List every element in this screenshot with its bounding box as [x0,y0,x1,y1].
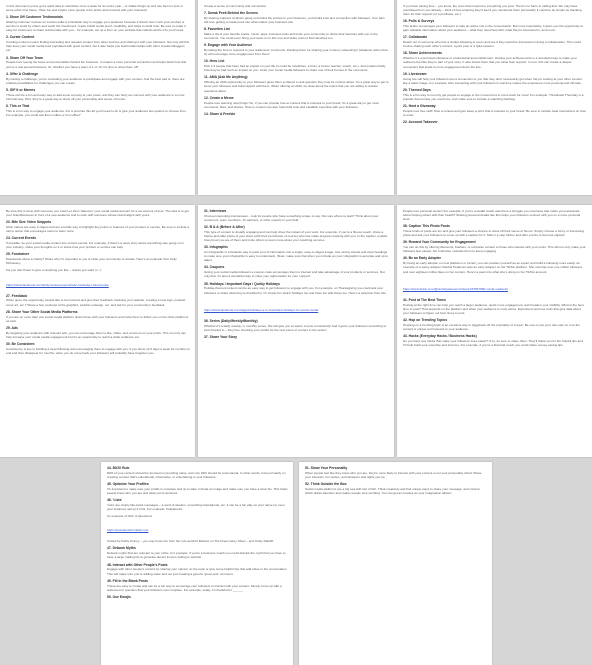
content-block [403,88,587,101]
document-page-5 [198,205,394,457]
section-heading: 19. Livestream [403,71,427,76]
content-block [204,59,389,72]
section-heading: 37. Share Your Story [204,334,238,339]
body-paragraph: By being an early adopter on new platforms or trends, you can position yourself as an expert and build a following more easily. An example of a savvy adopter: Rachel Pedersen was an early adopter on the TikTok platform. She now has over one million followers and over eighteen million likes on her content. Here's a peek into what she's doing on her TikTok account. [403,261,583,274]
section-heading: 3. Share Off Your Team [6,55,43,60]
section-heading: 29. Ads [6,325,18,330]
content-block [204,245,389,262]
section-heading: 30. Be Consistent [6,341,35,346]
section-heading: 43. Hacks (Everyday Hacks / Business Hacks) [403,333,477,338]
content-block [403,209,587,221]
section-heading: 9. Engage with Your Audience [204,43,253,48]
document-page-8 [299,462,492,665]
body-paragraph: People love learning new things! So, if you can provide how-to content that is relevant to your brand, it's a great way to get more comments, likes, and shares. How-to content can also help build trust and establish expertise with your followers. [204,100,380,109]
section-heading: 44. 80/20 Rule [107,466,130,470]
section-heading: 25. Fundraiser [6,252,30,257]
body-paragraph: Short videos are easy to digest and are a terrific way to highlight key points or features of your product or service. Be sure to include a call to action that encourages users to learn more. [6,225,190,234]
content-block [204,335,389,339]
body-paragraph: Sharing customer reviews on social media is a fantastic way to engage your audience because it shows how much your product or service is loved by others and worth the investment. It also builds social proof, credibility, and helps to build trust. Be sure to make it easy for customers to share testimonials with you – for example, set up a form on your website that collects all the info you'll need. [6,20,186,33]
body-paragraph: Do you have any hacks that make your followers' lives easier? If so, be sure to share them. They'll thank you for the helpful tips and it'll help build your expertise and trust too. For example, if you're a financial coach you could share money-saving tips. [403,338,583,347]
body-paragraph: You can do this by offering discounts, freebies, or exclusive content to those who interact with your posts. This will not only make your followers feel valued, but it will also motivate them to keep engaging. [403,245,586,254]
body-paragraph: Consistency is key to building a loyal following and encouraging them to engage with you. If you show up 5 days a week for months on end and then disappear for months, when you do come back your followers will probably have forgotten you. [6,346,190,355]
body-paragraph: An infographic is a fantastic way to pack a lot of information into a single, easy-to-digest image. Use strong visuals and clear headings to make sure your infographic is easy to understand. (Note: make sure that when you include an your infographic is accurate and up to date!) [204,250,389,263]
body-paragraph: This is a fun way to engage your audience. For a post like this all you'll need to do is give your audience two options to choose from. For example, you could ask them coffee or hot coffee? [6,108,187,117]
body-paragraph: Passionate about a charity? Share why it's important to you & invite your community to donate. Here's an example from Kelly McCausey [6,257,177,266]
body-paragraph: Pick 1-3 people that have had an impact on your life (it could be celebrities, a boss, a former teacher, coach, etc.). And explain briefly how they've had such an impact on you. Invite your social media followers to share one of their heroes in the comments. [204,64,386,73]
content-block [6,236,190,249]
section-heading: 31. Interviews [204,209,227,213]
section-heading: 5. GIF It or Memes [6,87,36,92]
content-block [204,43,389,56]
body-paragraph: Offering an AMA opportunity to your followers gives them a chance to ask question they may be curious about. It's a great way to get to know your followers and build rapport with them. When offering an AMA, be clear about the topics that you are willing to answer questions about. [204,80,389,93]
content-block [6,104,190,117]
content-block [6,72,190,85]
body-paragraph: Choose interesting interviewees – look for people who have something unique to say. Not sure where to start? Think about your customers, team members, JV partners, or other experts in your field. [204,213,379,222]
section-heading: 32. B & A (Before & After) [204,225,245,230]
body-paragraph: Create a sense of community and connection. [204,4,267,8]
section-heading: 12. Create a Meme [204,95,234,100]
body-paragraph: By sharing snippets of what's going on behind the scenes in your business, you'll build trust and connection with followers. Your fans will love getting a sneak peek into what makes your business tick. [204,16,385,25]
reference-link[interactable]: https://www.tiktok.com/@rachelpedersen/video/1234567890-social-media-tip [403,286,508,291]
body-paragraph: but you don't have to give to anything you like – unless you want to :-) [6,268,102,273]
content-block [6,88,190,101]
content-block [6,15,190,32]
body-paragraph: This is a fun way to not only get people to engage in the moment but to come back for more! For example, Throwback Thursday is a popular themed day you could use. And make sure to include a matching hashtag. [403,92,584,101]
content-block [6,342,190,355]
document-page-4 [0,205,195,457]
body-paragraph: By issuing a challenge, you're motivating your audience to participate and engage with your content. And the best part is, there are endless possibilities for challenges you can create. [6,76,185,85]
content-block [204,75,389,92]
body-paragraph: By taking the time to respond to your audiences' comments, thanking them for sharing your content, retweeting it (whatever action that is) will encourage more engagement from them! [204,48,388,57]
document-page-1 [0,0,195,195]
section-heading: 45. Optimize Your Profiles [107,482,149,487]
body-paragraph: People love personal stories! For example, if you're a health coach was there a struggle you overcame that made you passionate about helping others with their health? Sharing personal details like this helps your followers connect with you on a more personal level. [403,209,581,222]
section-heading: 4. Offer A Challenge [6,71,39,76]
section-heading: 41. Post at The Best Times [403,297,446,302]
section-heading: 33. Infographic [204,245,229,250]
body-paragraph: Whether it's a personal milestone or professional accomplishment, sharing your achievements is a wonderful way to make your audience feel like they're part of your story. It also shows them that you value their support. In turn, this can create a deeper connection that leads to more engagement down the line. [403,56,577,69]
content-block [107,482,288,495]
section-heading: 10. Hero List [204,59,225,64]
body-paragraph: If you are on more than one social media platform share those with your followers and invite them to follow you on the other platforms as well. [6,314,189,323]
section-heading: 50. Use Emojis [107,594,131,599]
body-paragraph: These are easy to create and can be a fun way to encourage your followers to interact with your content. Simply come up with a statement or question that your followers can complete. For example, today, I'm thankful for ______. [107,583,282,592]
body-paragraph: These can be a fun and easy way to add some comedy to your posts, and they can help you connect with your audience in a more informal way. Plus, they're a great way to show off your personality and sense of humor. [6,92,185,101]
body-paragraph: Debunk myths that are relevant to your niche. For example, if you're a business coach you could debunk the myth that you have to have a large mailing list to generate decent income selling to said list. [107,551,286,560]
content-block [403,240,587,253]
body-paragraph: Going live will help your followers feel a connection to you that they don't necessarily get when they're looking at your other content like a static image. For example, Also interacting with your followers in real time makes the experience more personal and intimate. [403,76,583,85]
section-heading: 36. Series (Daily/Weekly/Monthly) [204,318,258,323]
content-block [403,72,587,85]
section-heading: 34. Coupons [204,265,225,270]
content-block [204,11,389,24]
content-block [204,319,389,332]
section-heading: 2. Curate Content [6,35,35,40]
content-block [6,35,190,52]
content-block [107,466,288,479]
content-block [204,209,389,222]
body-paragraph: 'Lists' are simply like-sized messages – a word of wisdom, something inspirational, etc. It can be a fun play on your name (or even your business name) if it fits. For example: Kelipalooza. [107,503,285,512]
body-paragraph: If you have saving time – you know, the ones that respond to everything you post. There's no harm in calling that. We may have purchased from you already – think of how amazing they'd feel if you mentioned them personally! It could be as simple as thanking them for their support (or a purchase, etc.). [403,4,582,17]
content-block [6,56,190,69]
content-block [6,220,190,233]
content-block [204,265,389,278]
content-block [204,27,389,40]
body-paragraph: Reach out to someone who has a similar following to yours and see if they would be interested in doing a collaboration. This could involve sharing each other's content, a joint post or a Q&A session. [403,40,581,49]
section-heading: 21. Host a Giveaway [403,103,436,108]
reference-link[interactable]: https://questionsfromkelly.com [107,528,149,533]
section-heading: 7. Sneak Peek Behind the Scenes [204,11,258,16]
body-paragraph: By targeting your audience with relevant ads, you can encourage them to like, share, and comment on your posts. This not only can help increase your social media engagement but it's an opportunity to reach a wider audience too. [6,330,186,339]
content-block [107,514,288,536]
body-paragraph: Social media platforms are a big sea with lots of fish. Think creatively and find unique ways to share your message, and content, which draws attention and makes people stop scrolling. You can get as creative as your imagination allows! [305,487,481,496]
section-heading: 42. Hop on Trending Topics [403,317,448,322]
section-heading: 46. 'Lists' [107,498,123,503]
body-paragraph: If possible, tie your social media content into current events. For example, if there's a news story about something else going on in your industry, share your thoughts on it or share how your product or service can help. [6,241,184,250]
content-block [204,4,389,8]
section-heading: 22. Account Takeover [403,119,438,124]
section-heading: 18. Share Achievements [403,51,442,56]
section-heading: 14. Share A Freebie [204,111,236,116]
section-heading: 1. Show Off Customer Testimonials [6,15,63,20]
document-page-3 [397,0,592,195]
body-paragraph: When people feel like they know who you are, they're more likely to interact with your content so let your personality shine! Share your interests, fun stories, and whatever else lights you up. [305,470,482,479]
content-block [107,563,288,576]
content-block [403,51,587,68]
body-paragraph: People love free stuff! Host a contest and give away a prize that is relevant to your brand. Be sure to include clear instructions on how to enter. [403,108,586,117]
content-block [107,498,288,511]
content-block [107,539,288,543]
section-heading: 47. Debunk Myths [107,546,136,551]
content-block [6,252,190,265]
content-block [107,546,288,559]
body-paragraph: An example of 'lists' is Questions [107,514,153,519]
content-block [6,294,190,307]
document-page-2 [198,0,394,195]
body-paragraph: Make a list of your favorite books, music, apps, business tools and invite your community to share their favorites with you in the comments. You could even bring your team in on this one and share a list of their favorites too. [204,32,378,41]
body-paragraph: People love seeing the faces and personalities behind the business. It creates a more personal connection and helps build trust that you're a real person/business. Or, whether you have a team of 1 or 10, it's time to show them off! [6,60,187,69]
section-heading: 40. Be an Early Adopter [403,256,441,261]
content-block [403,318,587,331]
content-block [6,326,190,339]
body-paragraph: Whether it's a daily, weekly, or monthly series, this will give you a reason to post consistently! And it gives your followers something to look forward to – they'll be checking your profile for the next piece of content in the series! [204,323,387,332]
body-paragraph: This type of content is visually engaging and can help show the impact of your work. For example, if you're a fitness coach, share a before-and-after photo of your client (with their permission of course) who has made progress working with you. In the caption, explain how proud you are of them and invite others to learn more about your coaching services. [204,230,388,243]
content-block [305,466,487,479]
section-heading: 17. Collaborate [403,35,428,40]
body-paragraph: Hopping on a trending topic is an excellent way to piggyback off the popularity of a topic. Be sure to put your own spin on it so the content is unique and relevant to your audience. [403,322,580,331]
content-block [6,4,190,12]
content-block [107,595,288,599]
section-heading: 38. Caption This Photo Posts [403,224,450,229]
section-heading: 48. Interact with Other People's Posts [107,562,168,567]
content-block [403,19,587,32]
section-heading: 52. Think Outside the Box [305,482,347,487]
body-paragraph: Holiday-themed content can be an easy way to get followers to engage with you. For example, on Thanksgiving you could ask your followers to share what they're thankful for. Or create fun 'weird' holidays too and have fun with these too. Here's a selection from this [204,286,386,295]
body-paragraph: Engage with other people's content by sharing your opinion on the topic or give some helpful tips that add value to the conversation. This will make sure you're adding value and not just creating a generic 'great post' comment. [107,567,288,576]
section-heading: 35. Holidays / Important Days / Quirky Holidays [204,281,280,286]
body-paragraph: When given the opportunity, people like to be involved and give their feedback. Redoing your website, creating a new logo, podcast cover art, etc.? Share a few mockups of the graphics, website redesign, etc. and ask for your community's feedback. [6,298,186,307]
section-heading: 23. Bite Size Video Snippets [6,220,52,225]
body-paragraph: It's important to make sure your profile is complete and up to date. Include an image and make sure you have a clear bio. This helps people know who you are and what you're all about. [107,487,288,496]
content-block [403,104,587,117]
reference-link[interactable]: https://www.facebook.com/kellymccausey/posts/abc-fundraiser-friend-invite [6,282,109,287]
content-block [403,256,587,273]
content-block [204,225,389,242]
content-block [403,224,587,237]
section-heading: 27. Feedback [6,293,28,298]
content-block [403,277,587,295]
section-heading: 39. Reward Your Community for Engagement [403,240,476,245]
section-heading: 49. Fill in the Blank Posts [107,578,148,583]
section-heading: 11. AMA (Ask Me Anything) [204,75,248,80]
content-block [204,112,389,116]
body-paragraph: Giving your social media followers a coupon code encourages them to interact and take advantage of your products or services. Not only that, it's also a wonderful way to show your appreciation for your support! [204,270,385,279]
content-block [204,298,389,316]
body-paragraph: Curating content means finding interesting and relevant content from other sources and sharing it with your followers. Not only will this help keep your social media feed populated with great content, but it also helps you build relationships with other creators/bloggers etc. [6,40,190,53]
section-heading: 6. This or That [6,103,30,108]
section-heading: 24. Current Events [6,236,36,241]
content-block [6,209,190,217]
content-block [403,4,587,16]
body-paragraph: hosted by Kathy Kinney – you may know her from her role as Mimi Bobeck on The Drew Carey Show – and Cindy Ratcliff. [107,539,274,544]
body-paragraph: Be sure this is done with someone you trust! Let them 'takeover' your social media account for a set amount of time. The idea is to get your brand/business in front of a new audience and to work with someone whose brand aligns with yours. [6,209,189,218]
content-block [403,120,587,124]
section-heading: 28. Share Your Other Social Media Platforms [6,309,78,314]
body-paragraph: 80% of your content should be focused on providing value, and only 20% should be promotional. In other words, focus primarily on creating content that's educational, informative, or entertaining to your followers. [107,470,286,479]
reference-link[interactable]: https://www.facebook.com/pages/holidays-a-to-z/weirdest-holidays-for-social-media [204,307,319,312]
content-block [403,334,587,347]
content-block [204,96,389,109]
body-paragraph: In this document you've got a quick idea to use/share once a week for an entire year – or shake things up and use them in sets or some other time frame. Have fun and inspire more people to be active and involved with your business! [6,4,184,13]
document-page-6 [397,205,592,457]
section-heading: 51. Show Your Personality [305,466,348,470]
body-paragraph: These kinds of posts are fun and give your followers a chance to show off their sense of humor. Simply choose a funny or interesting photo and ask your followers to come up with a caption for it. Take it a step further and offer a prize to the best caption! [403,229,585,238]
content-block [305,482,487,495]
section-heading: 8. Favorites List [204,27,230,32]
section-heading: 20. Themed Days [403,87,431,92]
content-block [403,35,587,48]
section-heading: 16. Polls & Surveys [403,19,435,24]
content-block [6,268,190,290]
document-page-7 [101,462,293,665]
content-block [204,282,389,295]
body-paragraph: Posting at the right time can help you reach a larger audience, spark more engagement, and broaden your visibility. What is the best time to post? That depends on the platform and when your audience is most active. Experiment and use tools that give data about your followers to figure out best times to post. [403,302,584,315]
content-block [6,310,190,323]
content-block [403,298,587,315]
body-paragraph: This action encourages your followers to take an active role in the conversation. But more importantly, it gives you the opportunity to gain valuable information about your audience – what they need help with, what they're interested in, and more! [403,24,584,33]
content-block [107,579,288,592]
